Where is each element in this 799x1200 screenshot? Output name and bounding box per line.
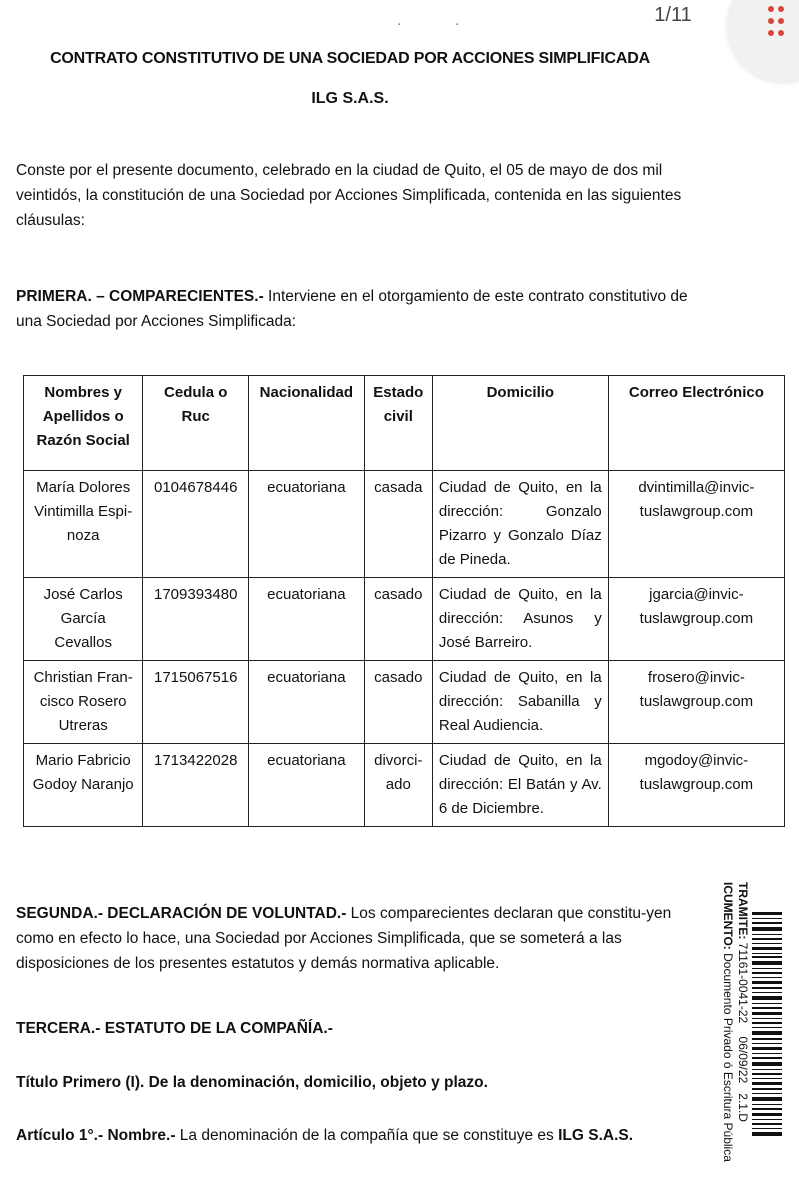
party-nationality: ecuatoriana — [249, 744, 365, 827]
party-nationality: ecuatoriana — [249, 578, 365, 661]
table-row — [24, 471, 785, 578]
stamp-tramite-label: TRAMITE: — [736, 882, 750, 940]
stamp-documento-label: ICUMENTO: — [721, 882, 735, 950]
party-id: 1715067516 — [143, 661, 249, 744]
party-name: Christian Fran-cisco Rosero Utreras — [24, 661, 143, 744]
scan-mark: ʻ — [398, 22, 401, 33]
clause-primera-text: Interviene en el otorgamiento de este contrato constitutivo de una Sociedad por Acciones Simplificada: — [16, 288, 688, 330]
stamp-tramite-value: 71161-0041-22 — [736, 942, 750, 1024]
column-header: Nacionalidad — [249, 376, 365, 471]
article-one-heading: Artículo 1°.- Nombre.- — [16, 1127, 176, 1144]
stamp-line-2 — [720, 882, 735, 1162]
title-one-heading: Título Primero (I). De la denominación, domicilio, objeto y plazo. — [16, 1074, 488, 1091]
party-address: Ciudad de Quito, en la dirección: Asunos y José Barreiro. — [432, 578, 608, 661]
column-header: Domicilio — [432, 376, 608, 471]
column-header: Cedula o Ruc — [143, 376, 249, 471]
party-name: Mario Fabricio Godoy Naranjo — [24, 744, 143, 827]
party-email: dvintimilla@invic-tuslawgroup.com — [608, 471, 784, 578]
document-title: CONTRATO CONSTITUTIVO DE UNA SOCIEDAD POR ACCIONES SIMPLIFICADA — [50, 50, 650, 67]
stamp-documento-value: Documento Privado ó Escritura Pública — [721, 953, 735, 1162]
column-header: Correo Electrónico — [608, 376, 784, 471]
clause-primera-heading: PRIMERA. – COMPARECIENTES.- — [16, 288, 264, 305]
column-header: Estado civil — [364, 376, 432, 471]
party-id: 1709393480 — [143, 578, 249, 661]
article-one-text: La denominación de la compañía que se constituye es — [175, 1127, 559, 1144]
parties-table — [23, 375, 785, 827]
stamp-line-1 — [735, 882, 750, 1162]
article-one — [16, 1123, 711, 1148]
party-id: 0104678446 — [143, 471, 249, 578]
party-email: frosero@invic-tuslawgroup.com — [608, 661, 784, 744]
clause-tercera-heading: TERCERA.- ESTATUTO DE LA COMPAÑÍA.- — [16, 1020, 333, 1037]
table-row — [24, 744, 785, 827]
party-address: Ciudad de Quito, en la dirección: Gonzalo Pizarro y Gonzalo Díaz de Pineda. — [432, 471, 608, 578]
party-nationality: ecuatoriana — [249, 661, 365, 744]
clause-segunda — [16, 901, 706, 976]
party-email: mgodoy@invic-tuslawgroup.com — [608, 744, 784, 827]
stamp-date: 06/09/22 — [736, 1036, 750, 1084]
page-indicator: 1/11 — [654, 4, 692, 26]
party-nationality: ecuatoriana — [249, 471, 365, 578]
clause-segunda-heading: SEGUNDA.- DECLARACIÓN DE VOLUNTAD.- — [16, 905, 347, 922]
scan-mark: ʻ — [456, 22, 459, 33]
party-name: José Carlos García Cevallos — [24, 578, 143, 661]
intro-paragraph: Conste por el presente documento, celebrado en la ciudad de Quito, el 05 de mayo de dos mil veintidós, la constitución de una Sociedad por Acciones Simplificada, contenida en las siguientes cláusulas: — [16, 162, 682, 229]
party-civil-status: divorci-ado — [364, 744, 432, 827]
registry-stamp — [720, 882, 750, 1162]
company-name: ILG S.A.S. — [311, 90, 389, 107]
table-row — [24, 661, 785, 744]
party-civil-status: casada — [364, 471, 432, 578]
party-civil-status: casado — [364, 578, 432, 661]
article-one-company: ILG S.A.S. — [558, 1127, 634, 1144]
party-address: Ciudad de Quito, en la dirección: El Batán y Av. 6 de Diciembre. — [432, 744, 608, 827]
clause-primera — [16, 284, 711, 334]
barcode-icon — [752, 910, 782, 1140]
table-header-row — [24, 376, 785, 471]
party-address: Ciudad de Quito, en la dirección: Sabanilla y Real Audiencia. — [432, 661, 608, 744]
more-vertical-icon[interactable] — [768, 6, 790, 40]
party-name: María Dolores Vintimilla Espi-noza — [24, 471, 143, 578]
party-id: 1713422028 — [143, 744, 249, 827]
party-email: jgarcia@invic-tuslawgroup.com — [608, 578, 784, 661]
table-row — [24, 578, 785, 661]
stamp-code: 2.1.D — [736, 1093, 750, 1122]
party-civil-status: casado — [364, 661, 432, 744]
clause-segunda-text: Los comparecientes declaran que constitu-yen como en efecto lo hace, una Sociedad por Acciones Simplificada, que se someterá a las disposiciones de los presentes estatutos y demás normativa aplicable. — [16, 905, 672, 972]
column-header: Nombres y Apellidos o Razón Social — [24, 376, 143, 471]
